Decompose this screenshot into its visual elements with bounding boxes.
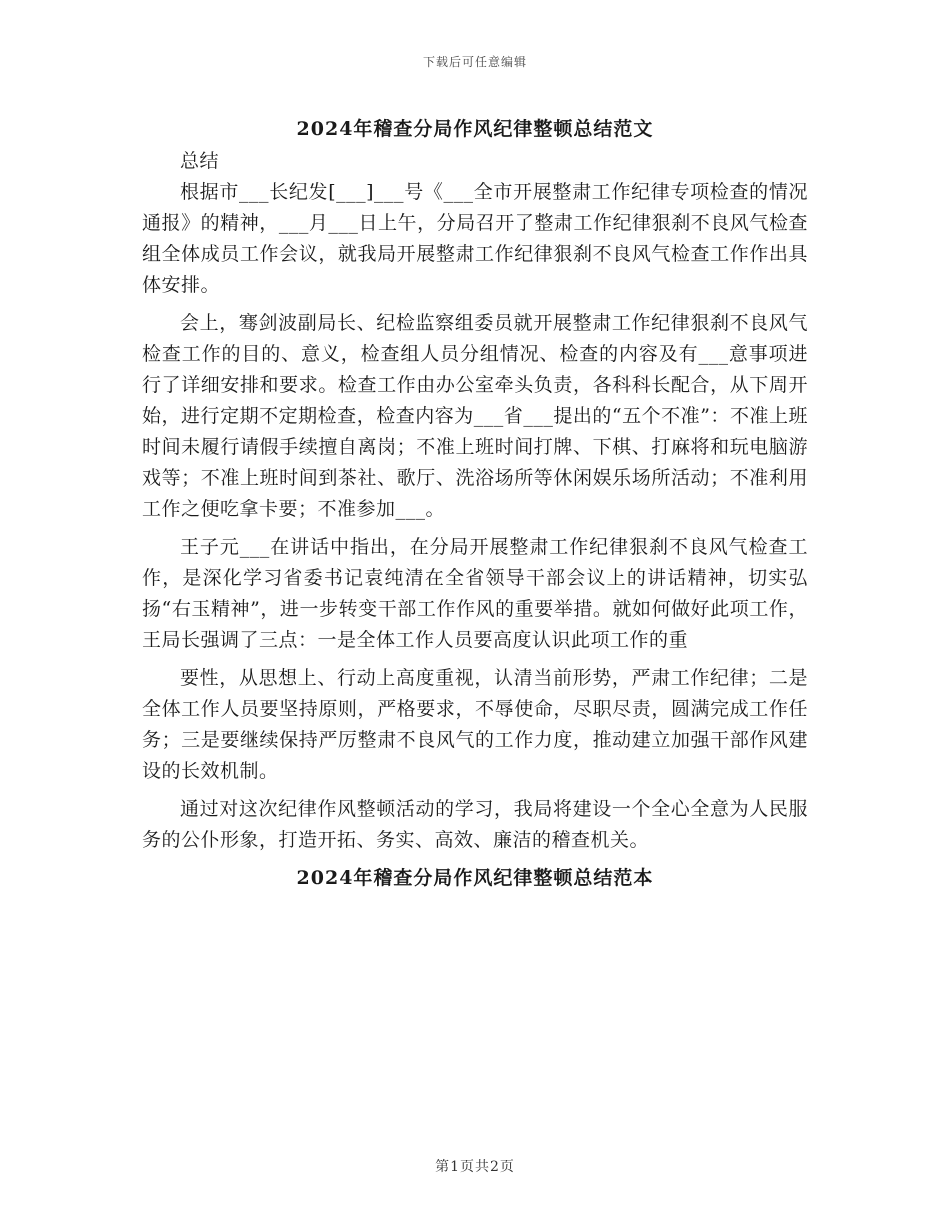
document-title: 2024年稽查分局作风纪律整顿总结范文 xyxy=(296,118,654,140)
paragraph-meeting: 会上，骞剑波副局长、纪检监察组委员就开展整肃工作纪律狠刹不良风气检查工作的目的、意义，检查组人员分组情况、检查的内容及有___意事项进行了详细安排和要求。检查工作由办公室牵头负责，各科科长配合，从下周开始，进行定期不定期检查，检查内容为___省___提出的“五个不准”：不准上班时间未履行请假手续擅自离岗；不准上班时间打牌、下棋、打麻将和玩电脑游戏等；不准上班时间到茶社、歌厅、洗浴场所等休闲娱乐场所活动；不准利用工作之便吃拿卡要；不准参加___。 xyxy=(142,312,808,520)
page-header-note: 下载后可任意编辑 xyxy=(422,55,527,69)
document-body xyxy=(142,146,808,894)
paragraph-speech: 王子元___在讲话中指出，在分局开展整肃工作纪律狠刹不良风气检查工作，是深化学习省委书记袁纯清在全省领导干部会议上的讲话精神，切实弘扬“右玉精神”，进一步转变干部工作作风的重要举措。就如何做好此项工作，王局长强调了三点：一是全体工作人员要高度认识此项工作的重 xyxy=(142,536,808,651)
paragraph-basis: 根据市___长纪发[___]___号《___全市开展整肃工作纪律专项检查的情况通报》的精神，___月___日上午，分局召开了整肃工作纪律狠刹不良风气检查组全体成员工作会议，就我局开展整肃工作纪律狠刹不良风气检查工作作出具体安排。 xyxy=(142,181,808,296)
paragraph-summary-label: 总结 xyxy=(180,150,220,172)
paragraph-importance: 要性，从思想上、行动上高度重视，认清当前形势，严肃工作纪律；二是全体工作人员要坚持原则，严格要求，不辱使命，尽职尽责，圆满完成工作任务；三是要继续保持严厉整肃不良风气的工作力度，推动建立加强干部作风建设的长效机制。 xyxy=(142,667,808,782)
next-section-title: 2024年稽查分局作风纪律整顿总结范本 xyxy=(296,867,654,889)
paragraph-conclusion: 通过对这次纪律作风整顿活动的学习，我局将建设一个全心全意为人民服务的公仆形象，打造开拓、务实、高效、廉洁的稽查机关。 xyxy=(142,798,808,851)
page-footer-number: 第1页共2页 xyxy=(435,1159,515,1175)
